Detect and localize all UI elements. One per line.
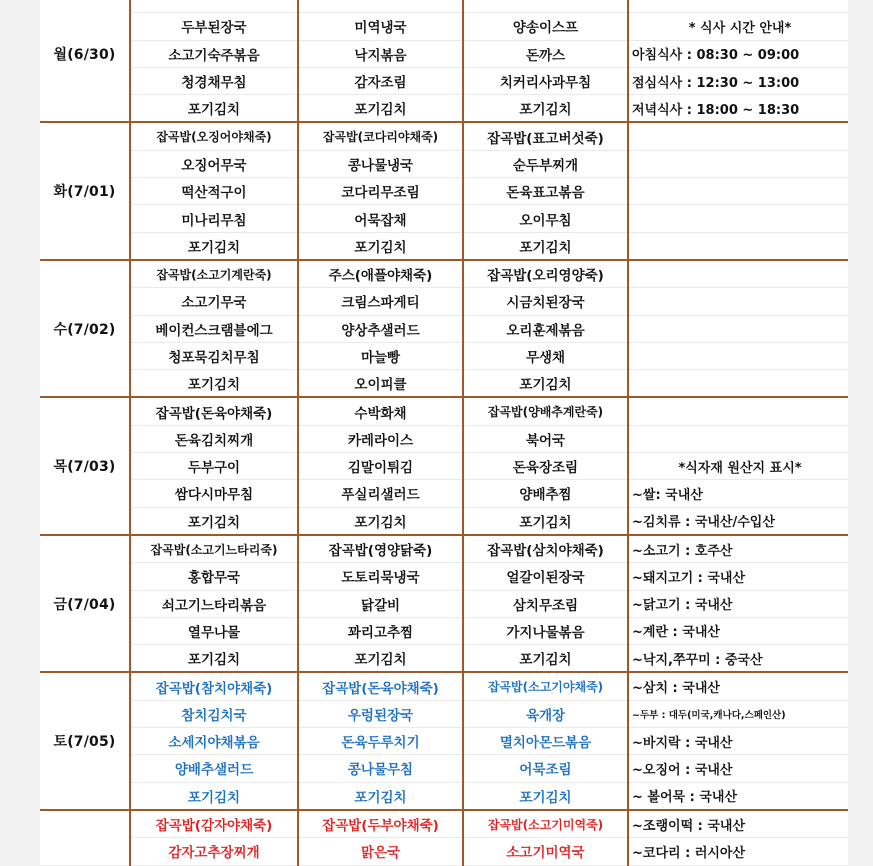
menu-row (40, 838, 848, 865)
breakfast-menu-item: 포기김치 (130, 507, 298, 535)
menu-row (40, 342, 848, 369)
info-line: ~김치류 : 국내산/수입산 (628, 507, 848, 535)
dinner-menu-item: 돈육표고볶음 (463, 178, 628, 205)
dinner-menu-item: 잡곡밥(양배추계란죽) (463, 397, 628, 425)
lunch-menu-item: 양상추샐러드 (298, 315, 463, 342)
breakfast-menu-item: 소고기무국 (130, 288, 298, 315)
breakfast-menu-item: 두부구이 (130, 453, 298, 480)
info-line: * 식사 시간 안내* (628, 13, 848, 40)
info-line (628, 370, 848, 398)
breakfast-menu-item: 홍합무국 (130, 563, 298, 590)
day-label: 목(7/03) (40, 397, 130, 534)
menu-row (40, 535, 848, 563)
menu-row (40, 453, 848, 480)
info-line (628, 232, 848, 260)
dinner-menu-item: 어묵조림 (463, 755, 628, 782)
breakfast-menu-item: 감자고추장찌개 (130, 838, 298, 865)
menu-row (40, 507, 848, 535)
breakfast-menu-item: 잡곡밥(참치야채죽) (130, 672, 298, 700)
dinner-menu-item: 양송이스프 (463, 13, 628, 40)
lunch-menu-item: 돈육두루치기 (298, 728, 463, 755)
lunch-menu-item: 잡곡밥(두부야채죽) (298, 810, 463, 838)
dinner-menu-item: 잡곡밥(소고기야채죽) (463, 672, 628, 700)
menu-row (40, 728, 848, 755)
info-line: ~돼지고기 : 국내산 (628, 563, 848, 590)
menu-row (40, 370, 848, 398)
lunch-menu-item: 도토리묵냉국 (298, 563, 463, 590)
breakfast-menu-item: 포기김치 (130, 782, 298, 810)
dinner-menu-item: 포기김치 (463, 782, 628, 810)
info-line: *식자재 원산지 표시* (628, 453, 848, 480)
menu-row (40, 67, 848, 94)
breakfast-menu-item: 참치김치국 (130, 700, 298, 727)
dinner-menu-item: 멸치아몬드볶음 (463, 728, 628, 755)
info-line: ~두부 : 대두(미국,캐나다,스페인산) (628, 700, 848, 727)
info-line (628, 397, 848, 425)
breakfast-menu-item: 미나리무침 (130, 205, 298, 232)
breakfast-menu-item: 포기김치 (130, 95, 298, 123)
dinner-menu-item: 치커리사과무침 (463, 67, 628, 94)
info-line (628, 342, 848, 369)
lunch-menu-item: 카레라이스 (298, 425, 463, 452)
lunch-menu-item: 오이피클 (298, 370, 463, 398)
menu-row (40, 397, 848, 425)
day-label (40, 810, 130, 865)
menu-row (40, 782, 848, 810)
info-line: ~오징어 : 국내산 (628, 755, 848, 782)
dinner-menu-item: 소고기미역국 (463, 838, 628, 865)
lunch-menu-item: 감자조림 (298, 67, 463, 94)
dinner-menu-item: 포기김치 (463, 232, 628, 260)
info-line (628, 425, 848, 452)
info-line: ~바지락 : 국내산 (628, 728, 848, 755)
info-line: ~코다리 : 러시아산 (628, 838, 848, 865)
lunch-menu-item: 콩나물무침 (298, 755, 463, 782)
breakfast-menu-item: 포기김치 (130, 645, 298, 673)
lunch-menu-item: 푸실리샐러드 (298, 480, 463, 507)
day-label: 수(7/02) (40, 260, 130, 397)
menu-row (40, 810, 848, 838)
breakfast-menu-item: 돈육김치찌개 (130, 425, 298, 452)
meal-table (40, 0, 848, 866)
breakfast-menu-item: 잡곡밥(돈육야채죽) (130, 397, 298, 425)
info-line: 점심식사 : 12:30 ~ 13:00 (628, 67, 848, 94)
menu-row (40, 645, 848, 673)
dinner-menu-item: 오이무침 (463, 205, 628, 232)
breakfast-menu-item: 쌈다시마무침 (130, 480, 298, 507)
info-line: 저녁식사 : 18:00 ~ 18:30 (628, 95, 848, 123)
dinner-menu-item: 얼갈이된장국 (463, 563, 628, 590)
menu-row (40, 13, 848, 40)
dinner-menu-item: 포기김치 (463, 507, 628, 535)
menu-row (40, 260, 848, 288)
lunch-menu-item: 꽈리고추찜 (298, 617, 463, 644)
info-line: ~쌀: 국내산 (628, 480, 848, 507)
info-line (628, 260, 848, 288)
breakfast-menu-item: 청경채무침 (130, 67, 298, 94)
breakfast-menu-item: 열무나물 (130, 617, 298, 644)
lunch-menu-item: 어묵잡채 (298, 205, 463, 232)
info-line: ~낙지,쭈꾸미 : 중국산 (628, 645, 848, 673)
day-label: 금(7/04) (40, 535, 130, 672)
lunch-menu-item: 크림스파게티 (298, 288, 463, 315)
breakfast-menu-item: 양배추샐러드 (130, 755, 298, 782)
menu-row (40, 0, 848, 13)
breakfast-menu-item: 소세지야채볶음 (130, 728, 298, 755)
lunch-menu-item: 잡곡밥(영양닭죽) (298, 535, 463, 563)
info-line (628, 205, 848, 232)
dinner-menu-item: 시금치된장국 (463, 288, 628, 315)
meal-schedule-sheet (40, 0, 848, 866)
menu-row (40, 700, 848, 727)
info-line: ~조랭이떡 : 국내산 (628, 810, 848, 838)
menu-row (40, 205, 848, 232)
lunch-menu-item: 낙지볶음 (298, 40, 463, 67)
dinner-menu-item: 잡곡밥(삼치야채죽) (463, 535, 628, 563)
lunch-menu-item: 포기김치 (298, 232, 463, 260)
menu-row (40, 672, 848, 700)
dinner-menu-item: 잡곡밥(표고버섯죽) (463, 122, 628, 150)
menu-row (40, 617, 848, 644)
lunch-menu-item: 맑은국 (298, 838, 463, 865)
lunch-menu-item: 코다리무조림 (298, 178, 463, 205)
dinner-menu-item: 포기김치 (463, 370, 628, 398)
breakfast-menu-item: 잡곡밥(오징어야채죽) (130, 122, 298, 150)
info-line: ~ 볼어묵 : 국내산 (628, 782, 848, 810)
lunch-menu-item: 수박화채 (298, 397, 463, 425)
dinner-menu-item: 잡곡밥(오리영양죽) (463, 260, 628, 288)
breakfast-menu-item: 포기김치 (130, 232, 298, 260)
dinner-menu-item: 오리훈제볶음 (463, 315, 628, 342)
menu-row (40, 480, 848, 507)
lunch-menu-item: 포기김치 (298, 507, 463, 535)
breakfast-menu-item: 두부된장국 (130, 13, 298, 40)
dinner-menu-item: 돈육장조림 (463, 453, 628, 480)
info-line (628, 122, 848, 150)
breakfast-menu-item: 잡곡밥(감자야채죽) (130, 810, 298, 838)
day-label: 월(6/30) (40, 0, 130, 122)
menu-row (40, 425, 848, 452)
dinner-menu-item: 돈까스 (463, 40, 628, 67)
lunch-menu-item: 잡곡밥(돈육야채죽) (298, 672, 463, 700)
dinner-menu-item: 잡곡밥(소고기미역죽) (463, 810, 628, 838)
breakfast-menu-item: 소고기숙주볶음 (130, 40, 298, 67)
lunch-menu-item: 미역냉국 (298, 13, 463, 40)
menu-row (40, 563, 848, 590)
info-line (628, 178, 848, 205)
info-line (628, 0, 848, 13)
breakfast-menu-item: 포기김치 (130, 370, 298, 398)
lunch-menu-item (298, 0, 463, 13)
info-line (628, 315, 848, 342)
lunch-menu-item: 김말이튀김 (298, 453, 463, 480)
lunch-menu-item: 콩나물냉국 (298, 150, 463, 177)
menu-row (40, 315, 848, 342)
dinner-menu-item: 포기김치 (463, 95, 628, 123)
day-label: 화(7/01) (40, 122, 130, 259)
breakfast-menu-item: 잡곡밥(소고기계란죽) (130, 260, 298, 288)
lunch-menu-item: 주스(애플야채죽) (298, 260, 463, 288)
info-line: 아침식사 : 08:30 ~ 09:00 (628, 40, 848, 67)
lunch-menu-item: 우렁된장국 (298, 700, 463, 727)
menu-row (40, 755, 848, 782)
dinner-menu-item: 육개장 (463, 700, 628, 727)
dinner-menu-item: 순두부찌개 (463, 150, 628, 177)
menu-row (40, 122, 848, 150)
dinner-menu-item: 북어국 (463, 425, 628, 452)
dinner-menu-item: 포기김치 (463, 645, 628, 673)
menu-row (40, 590, 848, 617)
menu-row (40, 150, 848, 177)
menu-row (40, 232, 848, 260)
lunch-menu-item: 포기김치 (298, 645, 463, 673)
day-label: 토(7/05) (40, 672, 130, 809)
lunch-menu-item: 포기김치 (298, 782, 463, 810)
menu-row (40, 40, 848, 67)
breakfast-menu-item: 잡곡밥(소고기느타리죽) (130, 535, 298, 563)
dinner-menu-item: 양배추찜 (463, 480, 628, 507)
menu-row (40, 95, 848, 123)
breakfast-menu-item (130, 0, 298, 13)
breakfast-menu-item: 떡산적구이 (130, 178, 298, 205)
info-line: ~계란 : 국내산 (628, 617, 848, 644)
menu-row (40, 288, 848, 315)
dinner-menu-item: 가지나물볶음 (463, 617, 628, 644)
breakfast-menu-item: 청포묵김치무침 (130, 342, 298, 369)
lunch-menu-item: 잡곡밥(코다리야채죽) (298, 122, 463, 150)
menu-row (40, 178, 848, 205)
breakfast-menu-item: 오징어무국 (130, 150, 298, 177)
info-line: ~삼치 : 국내산 (628, 672, 848, 700)
breakfast-menu-item: 베이컨스크램블에그 (130, 315, 298, 342)
dinner-menu-item: 삼치무조림 (463, 590, 628, 617)
dinner-menu-item: 무생채 (463, 342, 628, 369)
lunch-menu-item: 닭갈비 (298, 590, 463, 617)
info-line (628, 288, 848, 315)
info-line: ~소고기 : 호주산 (628, 535, 848, 563)
lunch-menu-item: 마늘빵 (298, 342, 463, 369)
dinner-menu-item (463, 0, 628, 13)
lunch-menu-item: 포기김치 (298, 95, 463, 123)
breakfast-menu-item: 쇠고기느타리볶음 (130, 590, 298, 617)
info-line: ~닭고기 : 국내산 (628, 590, 848, 617)
info-line (628, 150, 848, 177)
